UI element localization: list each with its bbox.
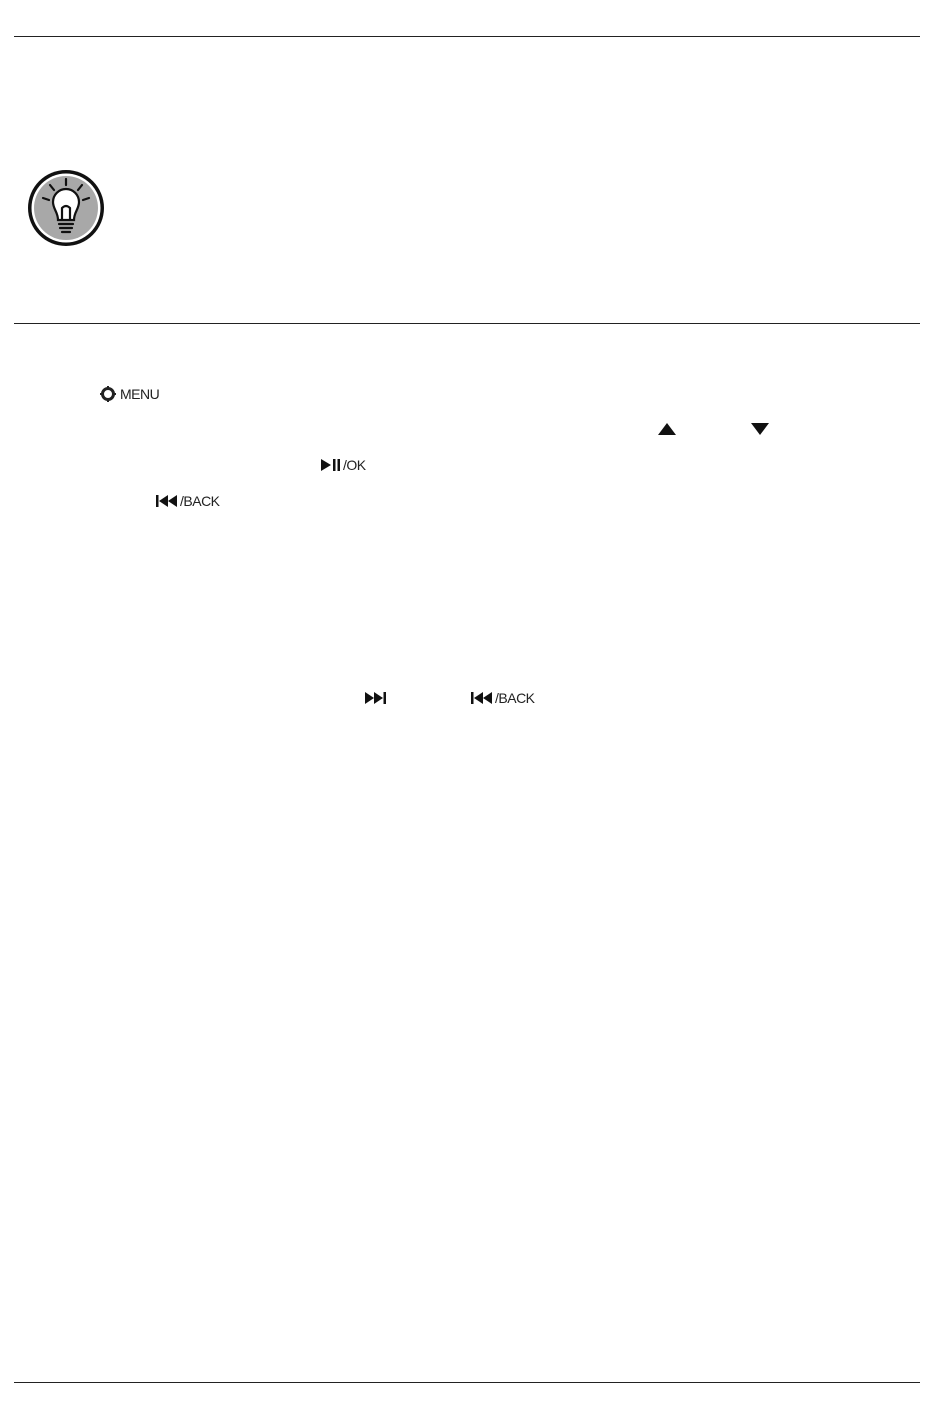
lightbulb-icon [26, 168, 106, 248]
skip-back-icon [470, 690, 494, 706]
down-control [750, 421, 770, 437]
back-label-2: /BACK [495, 690, 535, 706]
skip-forward-icon [363, 690, 387, 706]
triangle-down-icon [750, 421, 770, 437]
play-ok-control [320, 457, 366, 473]
next-control [363, 690, 387, 706]
up-control [657, 421, 677, 437]
triangle-up-icon [657, 421, 677, 437]
gear-icon [100, 386, 116, 402]
back-label-1: /BACK [180, 493, 220, 509]
skip-back-icon [155, 493, 179, 509]
menu-control [100, 386, 159, 402]
play-pause-icon [320, 457, 342, 473]
menu-label: MENU [120, 386, 160, 402]
section-divider [14, 323, 920, 324]
back-control-1 [155, 493, 220, 509]
top-divider [14, 36, 920, 37]
play-ok-label: /OK [343, 457, 366, 473]
bottom-divider [14, 1382, 920, 1383]
back-control-2 [470, 690, 535, 706]
